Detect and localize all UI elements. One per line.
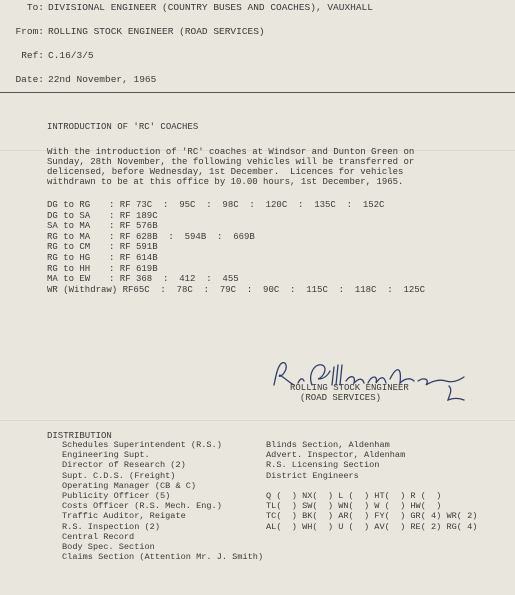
- transfer-row: [47, 285, 425, 295]
- transfer-vehicles: : RF 73C : 95C : 98C : 120C : 135C : 152C: [109, 200, 385, 210]
- distribution-item: Body Spec. Section: [62, 542, 155, 552]
- signature-subtitle: (ROAD SERVICES): [300, 393, 382, 403]
- distribution-item: Advert. Inspector, Aldenham: [266, 450, 406, 461]
- distribution-item: Blinds Section, Aldenham: [266, 440, 390, 450]
- body-line: With the introduction of 'RC' coaches at Windsor and Dunton Green on: [47, 147, 415, 157]
- distribution-item: District Engineers: [266, 470, 359, 481]
- fold-crease: [0, 420, 515, 421]
- distribution-item: Director of Research (2): [62, 460, 186, 471]
- to-value: DIVISIONAL ENGINEER (COUNTRY BUSES AND COACHES), VAUXHALL: [48, 2, 373, 13]
- distribution-item: TC( ) BK( ) AR( ) FY( ) GR( 4) WR( 2): [266, 511, 478, 522]
- transfer-vehicles: : RF 591B: [109, 242, 158, 253]
- date-label: Date:: [15, 74, 44, 85]
- subject-line: INTRODUCTION OF 'RC' COACHES: [47, 122, 199, 132]
- to-label: To:: [26, 2, 44, 13]
- from-value: ROLLING STOCK ENGINEER (ROAD SERVICES): [48, 26, 265, 37]
- transfer-row: [47, 253, 158, 263]
- distribution-item: Schedules Superintendent (R.S.): [62, 440, 222, 450]
- signature-title: ROLLING STOCK ENGINEER: [290, 383, 409, 393]
- transfer-route: DG to RG: [47, 200, 91, 210]
- transfer-route: DG to SA: [47, 210, 91, 221]
- distribution-item: Publicity Officer (5): [62, 491, 171, 501]
- transfer-row: [47, 221, 158, 231]
- distribution-item: Supt. C.D.S. (Freight): [62, 470, 176, 481]
- ref-value: C.16/3/5: [48, 50, 94, 61]
- transfer-route: SA to MA: [47, 221, 91, 232]
- body-line: withdrawn to be at this office by 10.00 hours, 1st December, 1965.: [47, 177, 404, 187]
- transfer-route: MA to EW: [47, 274, 91, 285]
- date-value: 22nd November, 1965: [48, 74, 157, 85]
- distribution-item: Costs Officer (R.S. Mech. Eng.): [62, 501, 222, 512]
- transfer-route: RG to HH: [47, 263, 91, 274]
- distribution-item: R.S. Licensing Section: [266, 460, 380, 471]
- distribution-item: TL( ) SW( ) WN( ) W ( ) HW( ): [266, 501, 442, 512]
- transfer-vehicles: RF65C : 78C : 79C : 90C : 115C : 118C : 125C: [117, 284, 426, 295]
- transfer-route: RG to HG: [47, 253, 91, 263]
- initial-mark: [445, 384, 467, 402]
- transfer-row: [47, 242, 158, 252]
- distribution-heading: DISTRIBUTION: [47, 431, 112, 441]
- transfer-vehicles: : RF 614B: [109, 253, 158, 263]
- transfer-vehicles: : RF 189C: [109, 210, 158, 221]
- transfer-route: WR (Withdraw): [47, 284, 118, 295]
- body-line: delicensed, before Wednesday, 1st December. Licences for vehicles: [47, 167, 404, 177]
- transfer-route: RG to CM: [47, 242, 91, 253]
- distribution-item: R.S. Inspection (2): [62, 521, 160, 532]
- distribution-item: AL( ) WH( ) U ( ) AV( ) RE( 2) RG( 4): [266, 521, 478, 532]
- distribution-item: Engineering Supt.: [62, 450, 150, 461]
- transfer-row: [47, 232, 255, 242]
- from-label: From:: [15, 26, 44, 37]
- distribution-item: Central Record: [62, 531, 135, 542]
- transfer-vehicles: : RF 628B : 594B : 669B: [109, 231, 255, 242]
- transfer-row: [47, 264, 158, 274]
- distribution-item: Operating Manager (CB & C): [62, 480, 197, 491]
- transfer-vehicles: : RF 368 : 412 : 455: [109, 274, 239, 285]
- transfer-vehicles: : RF 619B: [109, 263, 158, 274]
- transfer-route: RG to MA: [47, 231, 91, 242]
- ref-label: Ref:: [21, 50, 44, 61]
- distribution-item: Claims Section (Attention Mr. J. Smith): [62, 552, 264, 563]
- transfer-row: [47, 200, 384, 210]
- transfer-vehicles: : RF 576B: [109, 221, 158, 232]
- distribution-item: Q ( ) NX( ) L ( ) HT( ) R ( ): [266, 491, 442, 501]
- transfer-row: [47, 211, 158, 221]
- distribution-item: Traffic Auditor, Reigate: [62, 511, 186, 522]
- transfer-row: [47, 274, 239, 284]
- header-divider: [0, 92, 515, 93]
- body-line: Sunday, 28th November, the following vehicles will be transferred or: [47, 157, 415, 167]
